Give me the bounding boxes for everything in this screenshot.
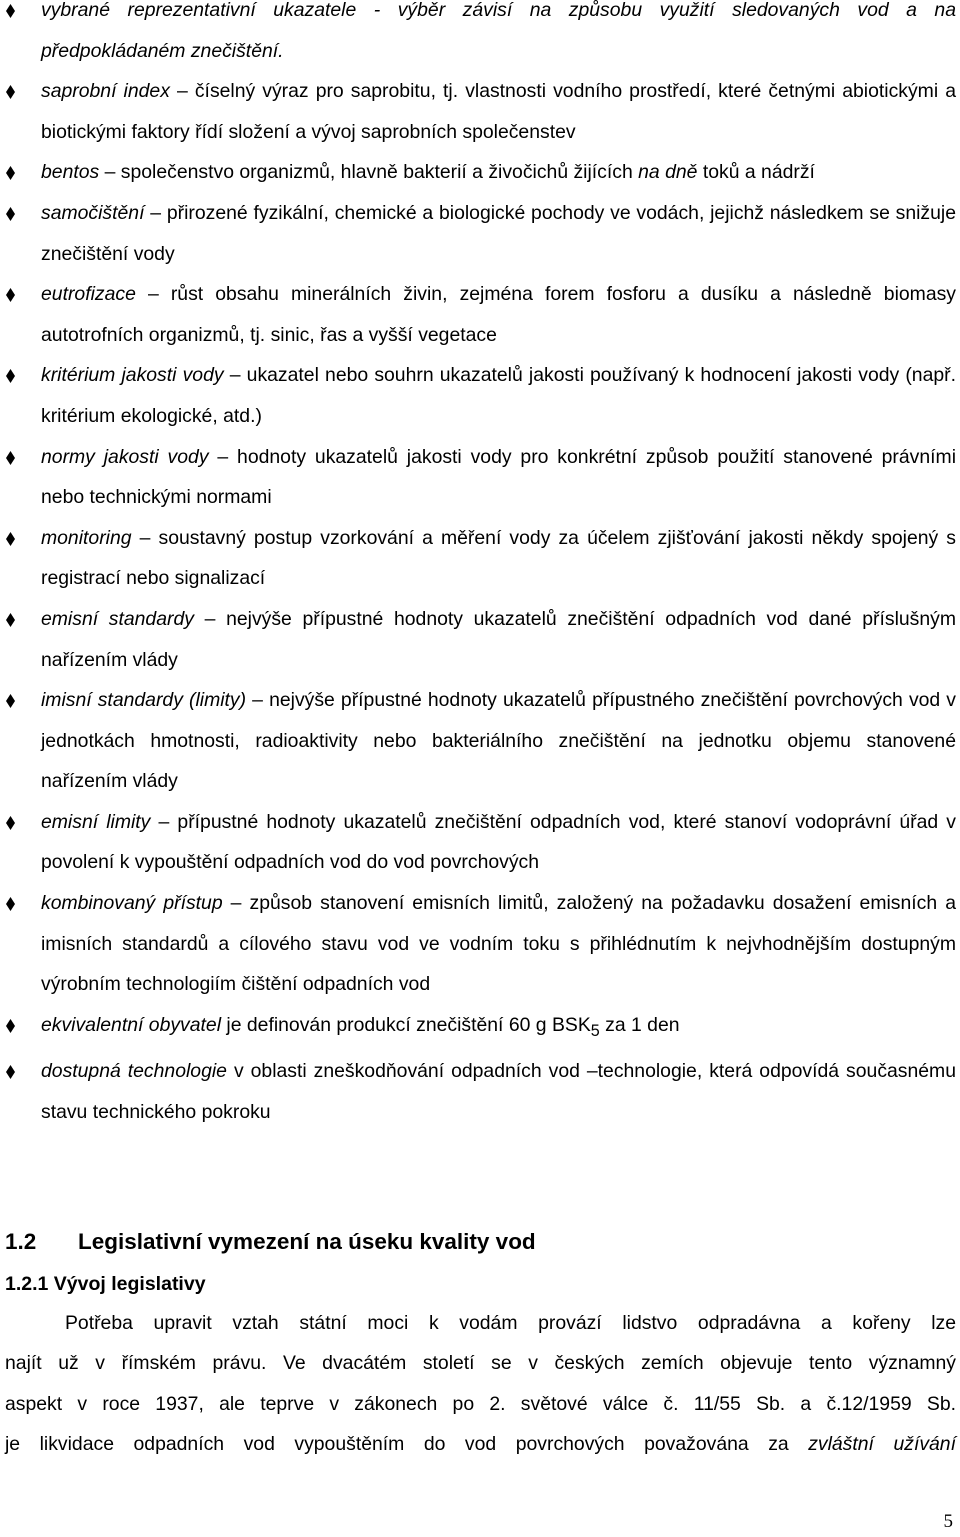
definition-text: způsob stanovení emisních limitů, založený na požadavku dosažení emisních a imisních standardů a cílového stavu vod ve vodním toku s přihlédnutím k nejvhodnějším dostupným výrobním technologiím čištění odpadních vod xyxy=(41,892,957,996)
paragraph-line: aspekt v roce 1937, ale teprve v zákonech po 2. světové válce č. 11/55 Sb. a č.12/1959 Sb. xyxy=(5,1392,956,1415)
definition-item xyxy=(0,152,960,193)
definition-term: imisní standardy (limity) xyxy=(41,689,247,712)
definition-separator: – xyxy=(223,364,247,387)
definition-text: nejvýše přípustné hodnoty ukazatelů znečištění odpadních vod dané příslušným nařízením vlády xyxy=(41,607,957,671)
definition-separator: – xyxy=(222,892,250,915)
definition-separator: – xyxy=(135,283,171,306)
diamond-bullet-icon xyxy=(6,4,15,18)
subscript: 5 xyxy=(590,1021,600,1040)
diamond-bullet-icon xyxy=(6,613,15,627)
definition-text-after: toků a nádrží xyxy=(697,161,815,184)
definition-item xyxy=(0,1005,960,1051)
definition-item xyxy=(0,1051,960,1132)
definition-item xyxy=(0,599,960,680)
section-heading xyxy=(5,1225,536,1259)
definition-text: výběr závisí na způsobu využití sledovaných vod a na předpokládaném znečištění. xyxy=(41,0,956,62)
definition-text: ukazatel nebo souhrn ukazatelů jakosti používaný k hodnocení jakosti vody (např. kritérium ekologické, atd.) xyxy=(41,364,957,427)
definition-separator: – xyxy=(150,810,178,833)
definition-term: eutrofizace xyxy=(41,283,136,306)
definition-text: soustavný postup vzorkování a měření vody za účelem zjišťování jakosti někdy spojený s registrací nebo signalizací xyxy=(41,526,957,590)
definition-item xyxy=(0,0,960,71)
definition-item xyxy=(0,437,960,518)
definition-term: emisní limity xyxy=(41,810,151,833)
definition-term: ekvivalentní obyvatel xyxy=(41,1013,222,1036)
diamond-bullet-icon xyxy=(6,369,15,383)
definition-item xyxy=(0,883,960,1005)
paragraph-line-last xyxy=(5,1424,956,1464)
definition-item xyxy=(0,802,960,883)
definition-separator: - xyxy=(356,0,398,21)
subsection-heading xyxy=(5,1268,206,1300)
definition-separator: – xyxy=(99,161,121,184)
diamond-bullet-icon xyxy=(6,1019,15,1033)
definition-item xyxy=(0,680,960,802)
definition-term: kombinovaný přístup xyxy=(41,892,223,915)
definition-text: společenstvo organizmů, hlavně bakterií a živočichů žijících xyxy=(120,161,639,184)
definition-separator: – xyxy=(193,607,227,630)
definition-term: samočištění xyxy=(41,201,145,224)
diamond-bullet-icon xyxy=(6,694,15,708)
diamond-bullet-icon xyxy=(6,1065,15,1079)
definition-separator: – xyxy=(208,445,238,468)
definition-item xyxy=(0,71,960,152)
definition-text: číselný výraz pro saprobitu, tj. vlastnosti vodního prostředí, které četnými abiotickými a biotickými faktory řídí složení a vývoj saprobních společenstev xyxy=(41,80,957,143)
definition-text: hodnoty ukazatelů jakosti vody pro konkrétní způsob použití stanovené právními nebo technickými normami xyxy=(41,445,957,509)
subsection-title: Vývoj legislativy xyxy=(53,1273,206,1295)
diamond-bullet-icon xyxy=(6,532,15,546)
definition-text: v oblasti zneškodňování odpadních vod –technologie, která odpovídá současnému stavu technického pokroku xyxy=(41,1060,956,1123)
definition-item xyxy=(0,274,960,355)
definition-text: přípustné hodnoty ukazatelů znečištění odpadních vod, které stanoví vodoprávní úřad v povolení k vypouštění odpadních vod do vod povrchových xyxy=(41,810,956,874)
diamond-bullet-icon xyxy=(6,288,15,302)
definition-term: normy jakosti vody xyxy=(41,445,209,468)
body-paragraph xyxy=(5,1303,956,1465)
subsection-number: 1.2.1 xyxy=(5,1273,49,1295)
page-number: 5 xyxy=(943,1511,953,1532)
definition-item xyxy=(0,193,960,274)
definition-term: vybrané reprezentativní ukazatele xyxy=(41,0,357,21)
definition-term: kritérium jakosti vody xyxy=(41,364,224,387)
definition-item xyxy=(0,518,960,599)
definition-term: bentos xyxy=(41,161,100,184)
diamond-bullet-icon xyxy=(6,85,15,99)
paragraph-line-text: je likvidace odpadních vod vypouštěním do vod povrchových považována za xyxy=(5,1433,809,1456)
definition-text: nejvýše přípustné hodnoty ukazatelů přípustného znečištění povrchových vod v jednotkách hmotnosti, radioaktivity nebo bakteriálního znečištění na jednotku objemu stanovené nařízením vlády xyxy=(41,689,956,793)
section-number: 1.2 xyxy=(5,1229,37,1254)
paragraph-line: najít už v římském právu. Ve dvacátém století se v českých zemích objevuje tento významný xyxy=(5,1352,956,1375)
definition-separator: – xyxy=(246,689,270,712)
definition-term: saprobní index xyxy=(41,80,170,103)
definition-separator: – xyxy=(169,80,195,103)
paragraph-line: Potřeba upravit vztah státní moci k vodám provází lidstvo odpradávna a kořeny lze xyxy=(65,1312,956,1334)
definition-term: dostupná technologie xyxy=(41,1060,227,1083)
definition-term: monitoring xyxy=(41,526,132,549)
definition-term: emisní standardy xyxy=(41,607,194,630)
definition-text-italic: na dně xyxy=(638,161,698,184)
diamond-bullet-icon xyxy=(6,207,15,221)
definition-text: je definován produkcí znečištění 60 g BSK xyxy=(226,1013,591,1036)
paragraph-line-italic: zvláštní užívání xyxy=(808,1433,956,1456)
definition-item xyxy=(0,355,960,436)
definition-text-after: za 1 den xyxy=(599,1013,680,1036)
section-title: Legislativní vymezení na úseku kvality vod xyxy=(78,1229,536,1254)
diamond-bullet-icon xyxy=(6,451,15,465)
definition-separator: – xyxy=(144,201,167,224)
definition-separator xyxy=(227,1060,234,1082)
definition-text: růst obsahu minerálních živin, zejména forem fosforu a dusíku a následně biomasy autotrofních organizmů, tj. sinic, řas a vyšší vegetace xyxy=(41,283,957,346)
definition-text: přirozené fyzikální, chemické a biologické pochody ve vodách, jejichž následkem se snižuje znečištění vody xyxy=(41,201,957,265)
definition-separator: – xyxy=(131,526,159,549)
diamond-bullet-icon xyxy=(6,897,15,911)
diamond-bullet-icon xyxy=(6,816,15,830)
diamond-bullet-icon xyxy=(6,166,15,180)
